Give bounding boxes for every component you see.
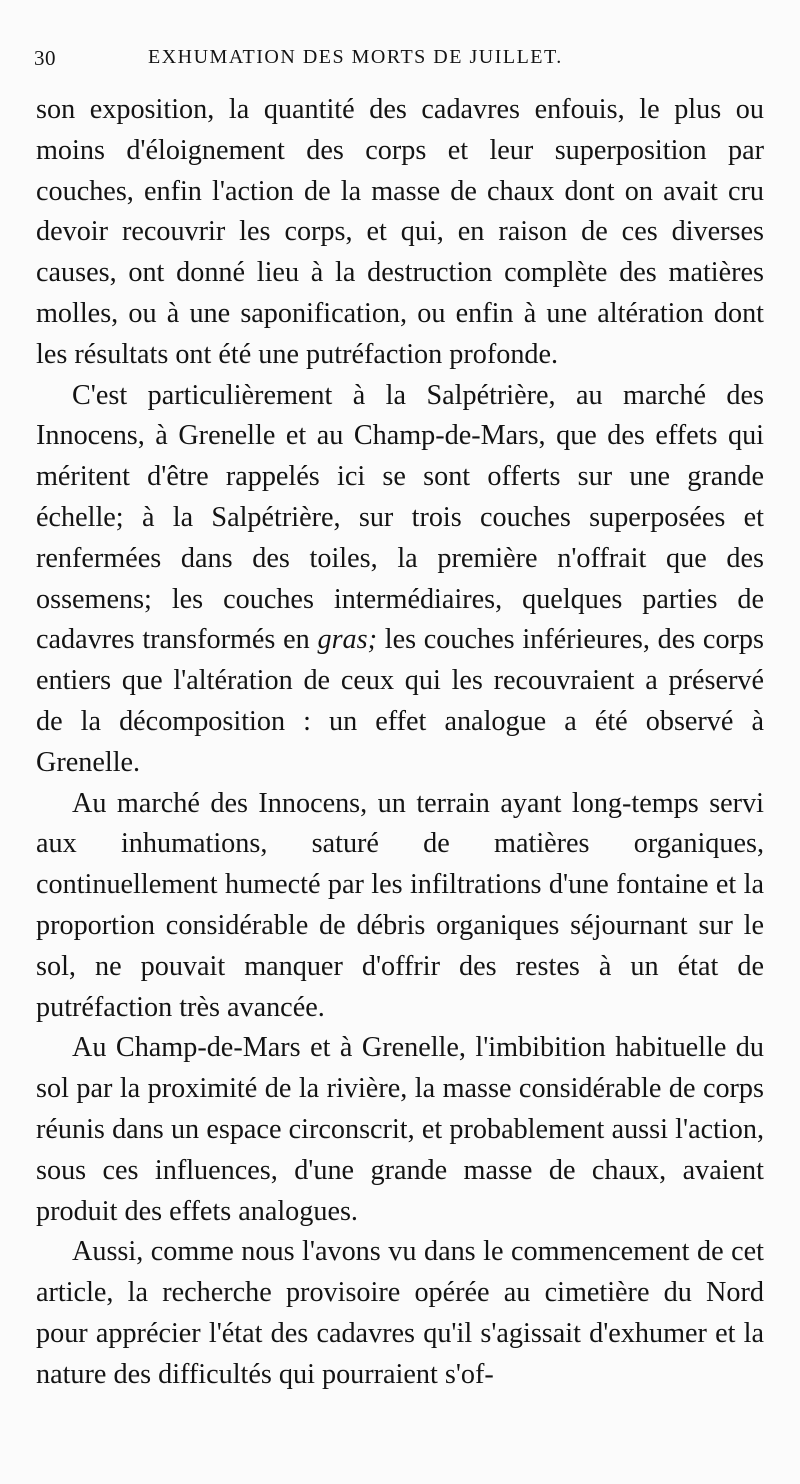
paragraph-5: Aussi, comme nous l'avons vu dans le commencement de cet article, la recherche provisoire opérée au cimetière du Nord pour apprécier l'état des cadavres qu'il s'agissait d'exhumer et la nature des difficultés qui pourraient s'of- bbox=[36, 1236, 764, 1390]
paragraph-2 bbox=[36, 376, 764, 784]
paragraph-2-text-before: C'est particulièrement à la Salpétrière, au marché des Innocens, à Grenelle et au Champ-de-Mars, que des effets qui méritent d'être rappelés ici se sont offerts sur une grande échelle; à la Salpétrière, sur trois couches superposées et renfermées dans des toiles, la première n'offrait que des ossemens; les couches intermédiaires, quelques parties de cadavres transformés en bbox=[36, 379, 764, 656]
paragraph-2-text-after: les couches inférieures, des corps entiers que l'altération de ceux qui les recouvraient a préservé de la décomposition : un effet analogue a été observé à Grenelle. bbox=[36, 624, 764, 778]
paragraph-1: son exposition, la quantité des cadavres enfouis, le plus ou moins d'éloignement des corps et leur superposition par couches, enfin l'action de la masse de chaux dont on avait cru devoir recouvrir les corps, et qui, en raison de ces diverses causes, ont donné lieu à la destruction complète des matières molles, ou à une saponification, ou enfin à une altération dont les résultats ont été une putréfaction profonde. bbox=[36, 94, 764, 370]
page-header bbox=[30, 40, 770, 80]
page-number: 30 bbox=[34, 46, 56, 70]
running-title: EXHUMATION DES MORTS DE JUILLET. bbox=[148, 46, 563, 68]
paragraph-4: Au Champ-de-Mars et à Grenelle, l'imbibition habituelle du sol par la proximité de la rivière, la masse considérable de corps réunis dans un espace circonscrit, et probablement aussi l'action, sous ces influences, d'une grande masse de chaux, avaient produit des effets analogues. bbox=[36, 1032, 764, 1227]
paragraph-2-italic: gras; bbox=[317, 624, 377, 656]
body-text bbox=[36, 90, 764, 1396]
paragraph-3: Au marché des Innocens, un terrain ayant long-temps servi aux inhumations, saturé de matières organiques, continuellement humecté par les infiltrations d'une fontaine et la proportion considérable de débris organiques séjournant sur le sol, ne pouvait manquer d'offrir des restes à un état de putréfaction très avancée. bbox=[36, 787, 764, 1023]
